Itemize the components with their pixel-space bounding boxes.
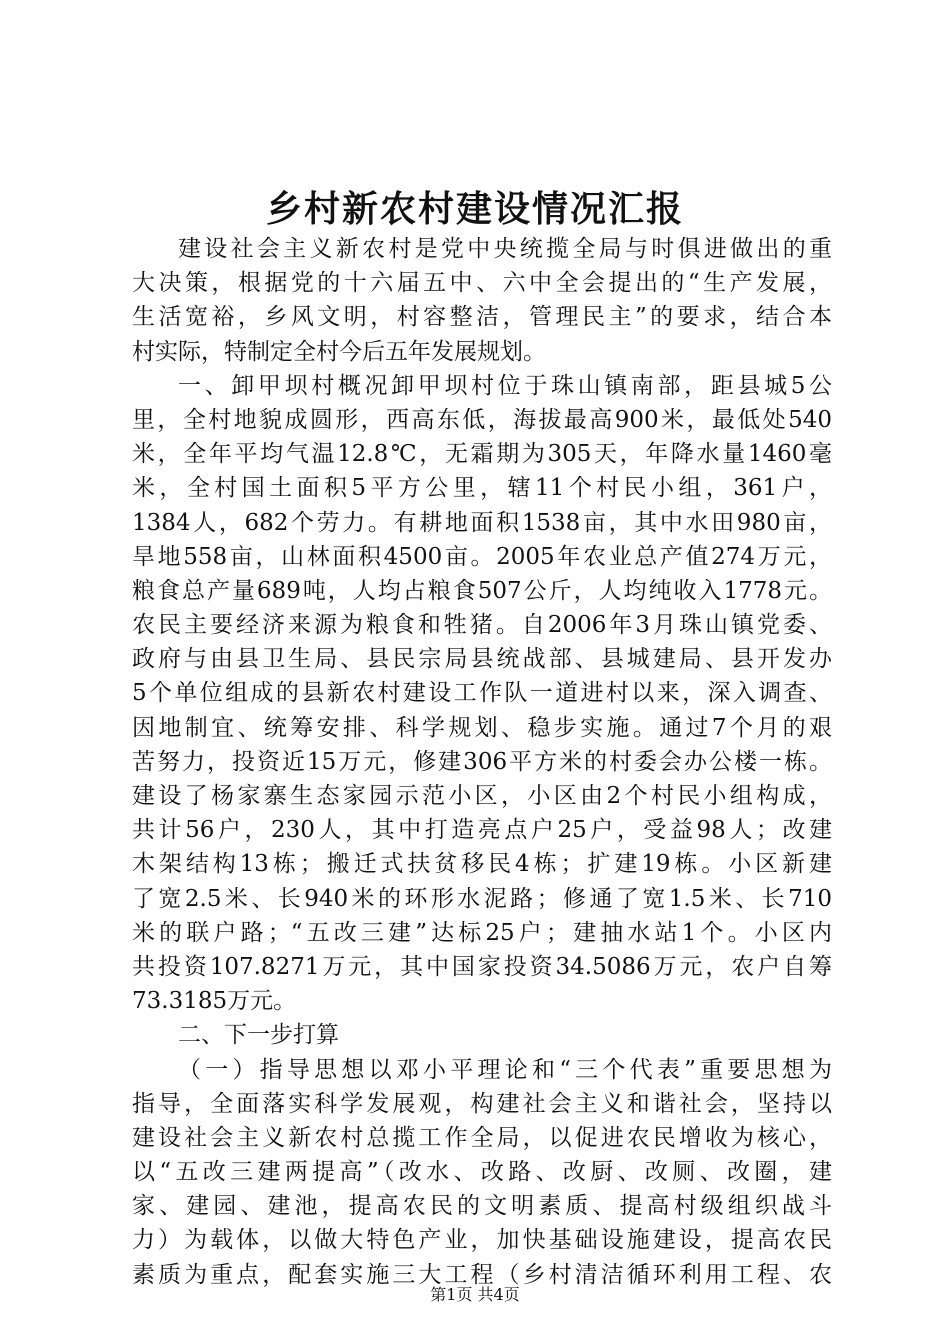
document-body	[132, 232, 832, 1292]
text-line: 粮食总产量689吨，人均占粮食507公斤，人均纯收入1778元。	[132, 577, 832, 604]
text-line: 了宽2.5米、长940米的环形水泥路；修通了宽1.5米、长710	[132, 885, 832, 912]
text-line: 家、建园、建池，提高农民的文明素质、提高村级组织战斗	[132, 1193, 832, 1220]
text-line: 73.3185万元。	[132, 988, 297, 1015]
text-line: 政府与由县卫生局、县民宗局县统战部、县城建局、县开发办	[132, 646, 832, 673]
text-line: 5个单位组成的县新农村建设工作队一道进村以来，深入调查、	[132, 680, 832, 707]
text-line: 素质为重点，配套实施三大工程（乡村清洁循环利用工程、农	[132, 1261, 832, 1288]
text-line: （一）指导思想以邓小平理论和“三个代表”重要思想为	[178, 1056, 832, 1083]
text-line: 建设社会主义新农村是党中央统揽全局与时俱进做出的重	[178, 236, 832, 262]
text-line: 米，全村国土面积5平方公里，辖11个村民小组，361户，	[132, 475, 832, 502]
text-line: 村实际，特制定全村今后五年发展规划。	[132, 338, 546, 365]
text-line: 以“五改三建两提高”（改水、改路、改厨、改厕、改圈，建	[132, 1159, 832, 1186]
text-line: 米，全年平均气温12.8℃，无霜期为305天，年降水量1460毫	[132, 441, 832, 468]
text-line: 苦努力，投资近15万元，修建306平方米的村委会办公楼一栋。	[132, 748, 832, 775]
text-line: 大决策，根据党的十六届五中、六中全会提出的“生产发展，	[132, 270, 832, 297]
text-line: 因地制宜、统筹安排、科学规划、稳步实施。通过7个月的艰	[132, 714, 832, 741]
text-line: 1384人，682个劳力。有耕地面积1538亩，其中水田980亩，	[132, 509, 832, 536]
text-line: 力）为载体，以做大特色产业，加快基础设施建设，提高农民	[132, 1227, 832, 1254]
text-line: 一、卸甲坝村概况卸甲坝村位于珠山镇南部，距县城5公	[178, 372, 832, 399]
text-line: 建设社会主义新农村总揽工作全局，以促进农民增收为核心，	[132, 1124, 832, 1151]
page-footer: 第1页 共4页	[430, 1285, 520, 1304]
document-title: 乡村新农村建设情况汇报	[265, 188, 684, 230]
text-line: 农民主要经济来源为粮食和牲猪。自2006年3月珠山镇党委、	[132, 612, 832, 639]
text-line: 共计56户，230人，其中打造亮点户25户，受益98人；改建	[132, 817, 832, 844]
text-line: 旱地558亩，山林面积4500亩。2005年农业总产值274万元，	[132, 543, 832, 570]
text-line: 指导，全面落实科学发展观，构建社会主义和谐社会，坚持以	[132, 1090, 832, 1117]
text-line: 生活宽裕，乡风文明，村容整洁，管理民主”的要求，结合本	[132, 304, 832, 331]
section-heading: 二、下一步打算	[178, 1022, 339, 1049]
text-line: 共投资107.8271万元，其中国家投资34.5086万元，农户自筹	[132, 953, 832, 980]
text-line: 木架结构13栋；搬迁式扶贫移民4栋；扩建19栋。小区新建	[132, 851, 832, 878]
text-line: 里，全村地貌成圆形，西高东低，海拔最高900米，最低处540	[132, 406, 832, 433]
text-line: 建设了杨家寨生态家园示范小区，小区由2个村民小组构成，	[132, 783, 832, 809]
text-line: 米的联户路；“五改三建”达标25户；建抽水站1个。小区内	[132, 919, 832, 946]
